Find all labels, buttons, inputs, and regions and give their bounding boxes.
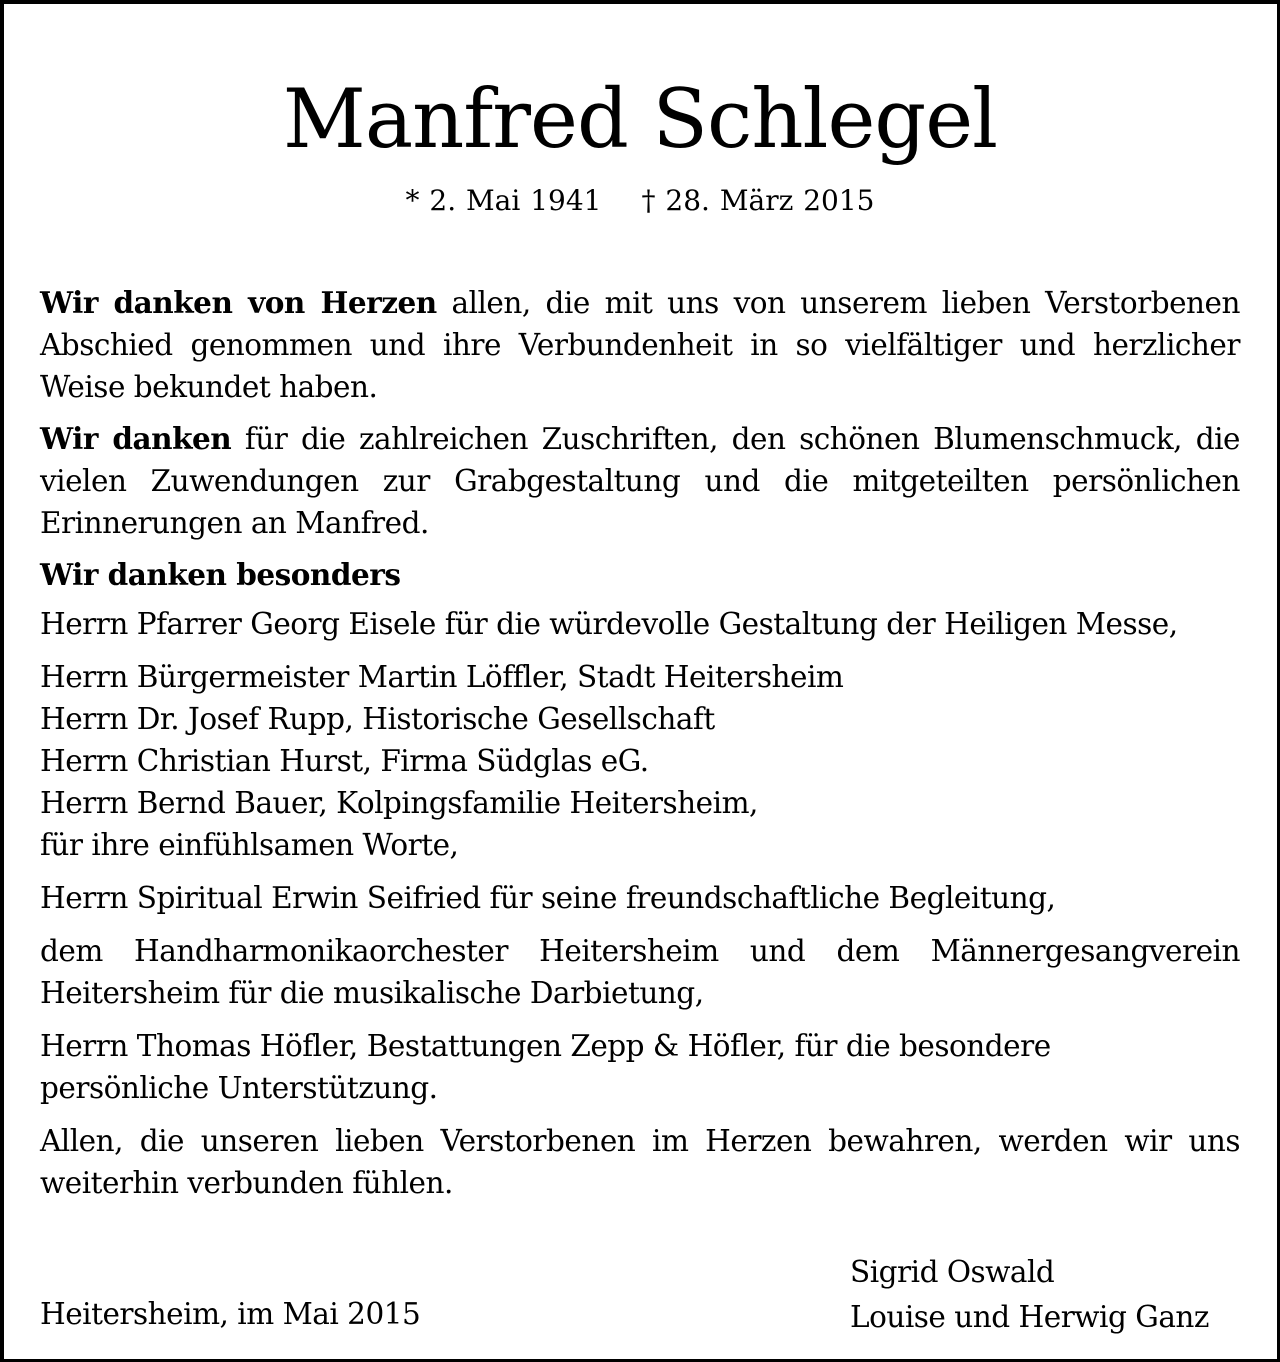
thanks-pastor: Herrn Pfarrer Georg Eisele für die würdevolle Gestaltung der Heiligen Messe, [40,607,1178,641]
paragraph-lead: Wir danken [40,421,232,456]
list-item: Herrn Christian Hurst, Firma Südglas eG. [40,744,649,778]
paragraph-thanks-heart [40,282,1240,408]
paragraph-lead: Wir danken von Herzen [40,285,437,320]
life-dates [0,183,1280,219]
speakers-list [40,656,1240,866]
list-item: Herrn Bürgermeister Martin Löffler, Stadt Heitersheim [40,660,844,694]
birth-date: * 2. Mai 1941 [405,184,602,217]
list-item: für ihre einfühlsamen Worte, [40,828,459,862]
paragraph-heading-special: Wir danken besonders [40,557,401,592]
death-date: † 28. März 2015 [641,184,875,217]
signer: Sigrid Oswald [850,1255,1055,1289]
paragraph-body: allen, die mit uns von unserem lieben Verstorbenen Abschied genommen und ihre Verbundenheit in so vielfältiger und herzlicher Weise bekundet haben. [40,286,1240,404]
thanks-music: dem Handharmonikaorchester Heitersheim und dem Männergesangverein Heitersheim für die musikalische Darbietung, [40,934,1240,1010]
thanks-undertaker: Herrn Thomas Höfler, Bestattungen Zepp & Höfler, für die besondere persönliche Unterstützung. [40,1029,1051,1105]
paragraph-body: für die zahlreichen Zuschriften, den schönen Blumenschmuck, die vielen Zuwendungen zur Grabgestaltung und die mitgeteilten persönlichen Erinnerungen an Manfred. [40,422,1240,540]
signers [850,1250,1209,1340]
list-item: Herrn Dr. Josef Rupp, Historische Gesellschaft [40,702,715,736]
thanks-text [40,282,1240,1204]
thanks-spiritual: Herrn Spiritual Erwin Seifried für seine freundschaftliche Begleitung, [40,881,1056,915]
paragraph-thanks-letters [40,418,1240,544]
closing-paragraph: Allen, die unseren lieben Verstorbenen im Herzen bewahren, werden wir uns weiterhin verbunden fühlen. [40,1124,1240,1200]
place-date: Heitersheim, im Mai 2015 [40,1297,421,1331]
signer: Louise und Herwig Ganz [850,1300,1209,1334]
list-item: Herrn Bernd Bauer, Kolpingsfamilie Heitersheim, [40,786,758,820]
deceased-name: Manfred Schlegel [282,73,998,167]
